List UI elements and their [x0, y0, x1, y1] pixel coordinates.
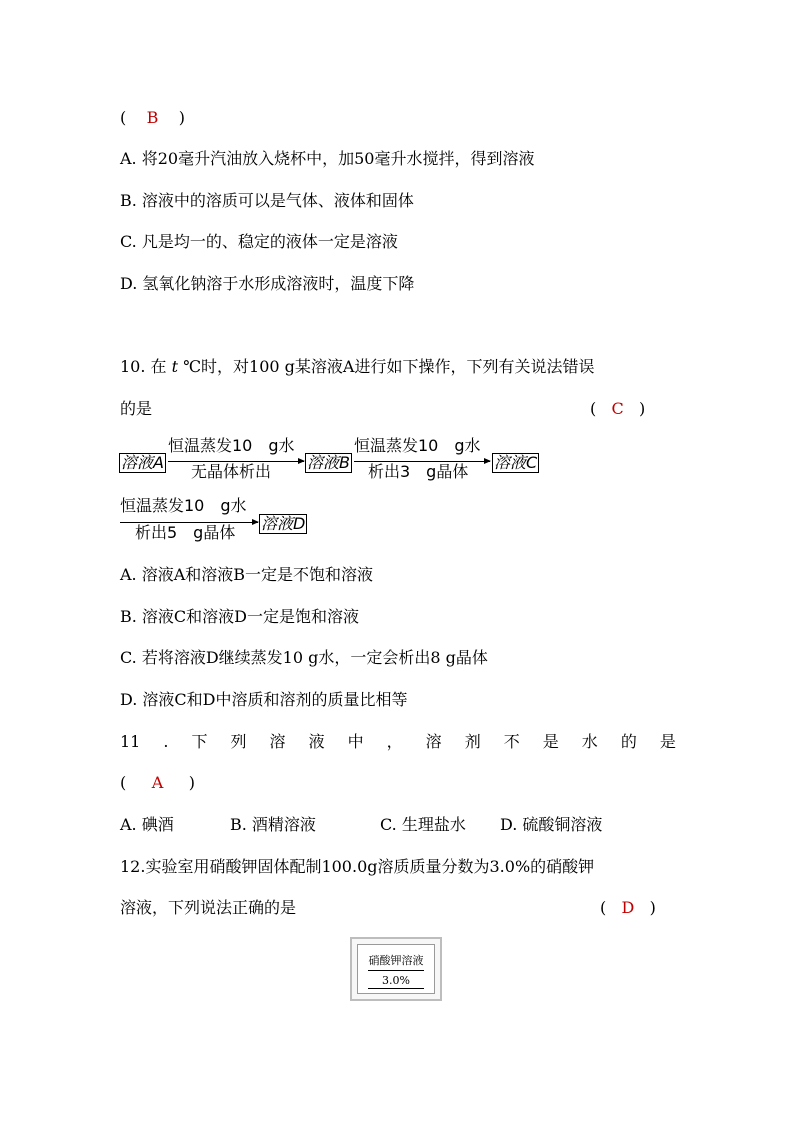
q11-options [120, 815, 602, 835]
q11-stem: 11 . 下 列 溶 液 中 ， 溶 剂 不 是 水 的 是 [120, 732, 676, 751]
q9-option-a: A. 将20毫升汽油放入烧杯中，加50毫升水搅拌，得到溶液 [120, 149, 535, 168]
solution-d-box: 溶液D [261, 514, 306, 533]
q11-option-c: C. 生理盐水 [380, 815, 466, 834]
solution-b-box: 溶液B [307, 453, 350, 472]
step2-bottom-label: 析出3 g晶体 [368, 462, 469, 481]
q9-answer: B [146, 108, 159, 127]
step3-top-label: 恒温蒸发10 g水 [120, 496, 247, 515]
solution-c-box: 溶液C [494, 453, 538, 472]
q12-stem-line2: 溶液，下列说法正确的是 [120, 898, 297, 917]
reagent-label [357, 944, 435, 994]
q10-option-a: A. 溶液A和溶液B一定是不饱和溶液 [120, 565, 374, 584]
step2-top-label: 恒温蒸发10 g水 [354, 436, 481, 455]
q10-option-b: B. 溶液C和溶液D一定是饱和溶液 [120, 607, 360, 626]
q9-option-d: D. 氢氧化钠溶于水形成溶液时，温度下降 [120, 274, 415, 293]
q10-option-d: D. 溶液C和D中溶质和溶剂的质量比相等 [120, 690, 408, 709]
q12-answer-bracket: ( D ) [600, 898, 656, 917]
paren-open: ( [120, 108, 127, 127]
step1-top-label: 恒温蒸发10 g水 [168, 436, 295, 455]
q10-answer-bracket: ( C ) [590, 399, 646, 418]
q10-stem-line2: 的是 [120, 399, 153, 418]
q11-option-b: B. 酒精溶液 [230, 815, 316, 834]
q12-answer: D [621, 898, 635, 917]
label-divider [368, 970, 424, 971]
q11-option-a: A. 碘酒 [120, 815, 174, 834]
temperature-variable: t [171, 357, 179, 376]
reagent-label-card [350, 937, 442, 1001]
paren-close: ) [178, 108, 185, 127]
q11-option-d: D. 硫酸铜溶液 [500, 815, 603, 834]
q10-answer: C [611, 399, 624, 418]
q11-answer: A [151, 773, 164, 792]
q9-option-c: C. 凡是均一的、稳定的液体一定是溶液 [120, 232, 398, 251]
reagent-label-title: 硝酸钾溶液 [368, 954, 424, 967]
q10-option-c: C. 若将溶液D继续蒸发10 g水，一定会析出8 g晶体 [120, 648, 488, 667]
q9-option-b: B. 溶液中的溶质可以是气体、液体和固体 [120, 191, 414, 210]
q12-stem: 12.实验室用硝酸钾固体配制100.0g溶质质量分数为3.0%的硝酸钾 [120, 857, 595, 876]
step3-bottom-label: 析出5 g晶体 [135, 523, 236, 542]
solution-a-box: 溶液A [121, 453, 164, 472]
reagent-label-value: 3.0% [382, 974, 410, 987]
q9-answer-line [120, 108, 185, 128]
label-underline [368, 988, 424, 989]
q10-stem: 10. 在 t ℃时，对100 g某溶液A进行如下操作，下列有关说法错误 [120, 357, 595, 376]
q11-answer-line: ( A ) [120, 773, 195, 792]
step1-bottom-label: 无晶体析出 [191, 462, 272, 481]
